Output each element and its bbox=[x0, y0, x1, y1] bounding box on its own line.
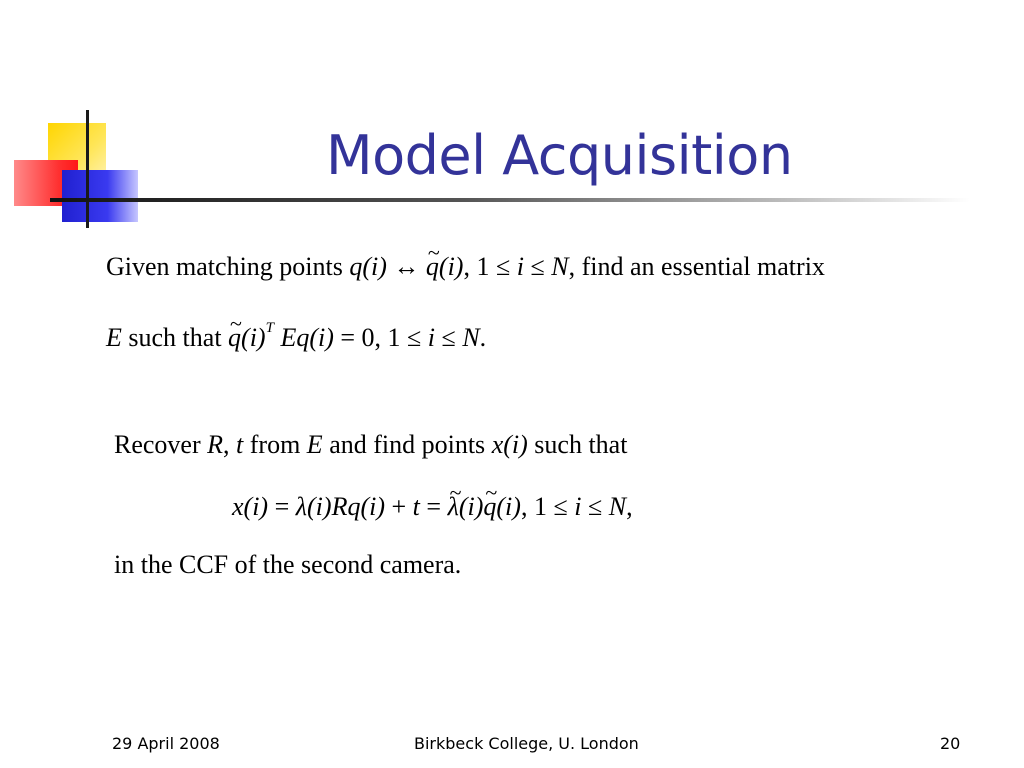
text-segment: such that bbox=[527, 430, 628, 459]
text-segment: , bbox=[223, 430, 237, 459]
statement-line-5: in the CCF of the second camera. bbox=[114, 550, 462, 579]
slide-logo-decoration bbox=[0, 0, 150, 240]
text-segment: , 1 ≤ bbox=[520, 492, 575, 521]
text-segment: from bbox=[243, 430, 307, 459]
footer-institution: Birkbeck College, U. London bbox=[414, 734, 639, 753]
math-var-N: N bbox=[608, 492, 627, 521]
text-segment: ≤ bbox=[581, 492, 609, 521]
logo-vertical-bar bbox=[86, 110, 89, 228]
math-x-i: x(i) bbox=[232, 492, 269, 521]
text-segment: = bbox=[268, 492, 296, 521]
footer-date: 29 April 2008 bbox=[112, 734, 220, 753]
math-var-i: i bbox=[427, 323, 436, 352]
statement-line-2 bbox=[106, 320, 486, 353]
math-Eq-i: Eq(i) bbox=[273, 323, 334, 352]
text-segment: Given matching points bbox=[106, 252, 350, 281]
math-var-E: E bbox=[106, 323, 122, 352]
text-segment: ≤ bbox=[523, 252, 552, 281]
logo-blue-square bbox=[62, 170, 138, 222]
math-var-i: i bbox=[516, 252, 524, 281]
text-segment: and find points bbox=[322, 430, 492, 459]
text-segment: ≤ bbox=[435, 323, 463, 352]
arrow-symbol: ↔ bbox=[386, 252, 426, 281]
math-q-tilde-i: ~ q(i) bbox=[426, 252, 464, 282]
text-segment: + bbox=[385, 492, 413, 521]
text-segment: , bbox=[626, 492, 633, 521]
math-q-tilde-i: ~ q(i) bbox=[228, 323, 266, 353]
math-var-t: t bbox=[412, 492, 420, 521]
math-var-t: t bbox=[236, 430, 244, 459]
title-underline bbox=[50, 198, 970, 202]
math-q-tilde-i: ~ q(i) bbox=[483, 492, 521, 522]
equation-line bbox=[232, 492, 633, 522]
math-var-E: E bbox=[306, 430, 323, 459]
math-var-N: N bbox=[462, 323, 480, 352]
math-var-R: R bbox=[207, 430, 224, 459]
text-segment: = bbox=[419, 492, 448, 521]
math-x-i: x(i) bbox=[491, 430, 528, 459]
text-segment: , 1 ≤ bbox=[463, 252, 517, 281]
math-q-i: q(i) bbox=[349, 252, 387, 281]
math-lambda-tilde-i: ~ λ(i) bbox=[448, 492, 484, 522]
math-transpose-T: T bbox=[265, 320, 274, 336]
math-var-N: N bbox=[551, 252, 569, 281]
slide-title: Model Acquisition bbox=[326, 124, 793, 187]
math-var-i: i bbox=[574, 492, 582, 521]
text-segment: = 0, 1 ≤ bbox=[333, 323, 428, 352]
footer-page-number: 20 bbox=[940, 734, 961, 753]
text-segment: . bbox=[479, 323, 487, 352]
text-segment: , find an essential matrix bbox=[568, 252, 825, 281]
statement-line-3 bbox=[114, 430, 627, 460]
text-segment: Recover bbox=[114, 430, 208, 459]
text-segment: such that bbox=[121, 323, 229, 352]
math-lambda-R-q: λ(i)Rq(i) bbox=[295, 492, 385, 521]
statement-line-1 bbox=[106, 252, 825, 282]
